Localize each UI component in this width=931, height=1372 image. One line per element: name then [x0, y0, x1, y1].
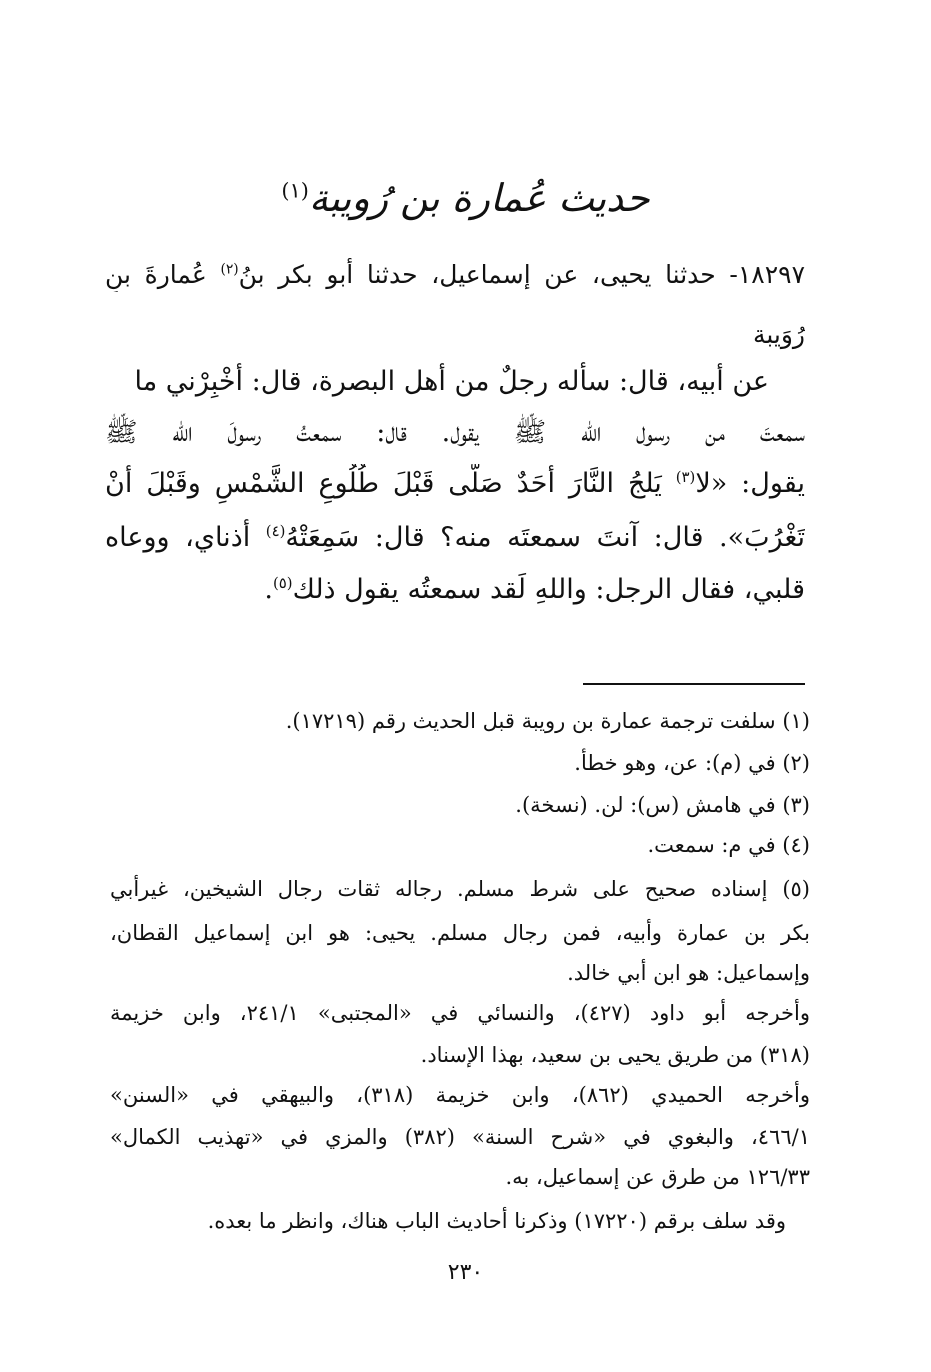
hadith-chain-line-2	[105, 318, 805, 352]
footnote-4	[110, 830, 810, 860]
hadith-text-line-4	[105, 518, 805, 558]
footnote-5-line-2	[110, 918, 810, 948]
footnote-text: وإسماعيل: هو ابن أبي خالد.	[567, 961, 810, 985]
footnote-separator	[583, 683, 805, 685]
hadith-text: يَلجُ النَّارَ أحَدٌ صَلَّى قَبْلَ طُلُوعِ الشَّمْسِ وقَبْلَ أنْ	[105, 468, 676, 499]
hadith-chain-name: عُمارةَ بنِ	[105, 260, 221, 289]
hadith-text: يقول: «لا	[695, 468, 805, 499]
footnote-text: وأخرجه الحميدي (٨٦٢)، وابن خزيمة (٣١٨)، والبيهقي في «السنن»	[110, 1083, 810, 1107]
footnote-marker: (٥)	[273, 574, 293, 592]
hadith-text: أذناي، ووعاه	[105, 522, 266, 553]
footnote-3	[110, 790, 810, 820]
footnote-5-line-4	[110, 998, 810, 1028]
hadith-text-line-3	[105, 464, 805, 504]
hadith-text: عن أبيه، قال: سأله رجلٌ من أهل البصرة، قال: أَخْبِرْني ما	[134, 366, 769, 397]
footnote-text: وأخرجه أبو داود (٤٢٧)، والنسائي في «المجتبى» ٢٤١/١، وابن خزيمة	[110, 1001, 810, 1025]
footnote-5-line-6	[110, 1080, 810, 1110]
footnote-text: ٤٦٦/١، والبغوي في «شرح السنة» (٣٨٢) والمزي في «تهذيب الكمال»	[110, 1125, 810, 1149]
footnote-marker: (٤)	[265, 522, 286, 540]
footnote-text: بكر بن عمارة وأبيه، فمن رجال مسلم. يحيى: هو ابن إسماعيل القطان،	[110, 921, 810, 945]
hadith-chain-text: رُوَيبة	[752, 320, 805, 349]
footnote-text: (٤) في م: سمعت.	[647, 833, 810, 857]
footnote-5-line-3	[110, 958, 810, 988]
footnote-5-line-5	[110, 1040, 810, 1070]
footnote-5-line-7	[110, 1122, 810, 1152]
hadith-text-line-5	[105, 570, 805, 610]
hadith-text-line-2	[105, 413, 805, 453]
footnote-5-line-8	[110, 1162, 810, 1192]
footnote-text: وقد سلف برقم (١٧٢٢٠) وذكرنا أحاديث الباب هناك، وانظر ما بعده.	[207, 1209, 786, 1233]
footnote-text: (١) سلفت ترجمة عمارة بن رويبة قبل الحديث رقم (١٧٢١٩).	[285, 709, 810, 733]
footnote-text: ١٢٦/٣٣ من طرق عن إسماعيل، به.	[505, 1165, 810, 1189]
hadith-text-line-1	[105, 362, 805, 402]
hadith-chain-line	[105, 258, 805, 292]
hadith-text: قلبي، فقال الرجل: واللهِ لَقد سمعتُه يقول ذلك	[292, 574, 805, 605]
page-number: ٢٣٠	[447, 1260, 484, 1285]
footnote-marker: (١)	[281, 178, 309, 203]
hadith-text: سمعتَ من رسول الله ﷺ يقول. قال: سمعتُ رسولَ الله ﷺ	[105, 417, 805, 448]
footnote-1	[110, 706, 810, 736]
chapter-title	[0, 168, 931, 228]
chapter-title-text: حديث عُمارة بن رُويبة	[308, 176, 650, 220]
footnote-text: (٣١٨) من طريق يحيى بن سعيد، بهذا الإسناد.	[420, 1043, 810, 1067]
hadith-chain-text: ١٨٢٩٧- حدثنا يحيى، عن إسماعيل، حدثنا أبو بكر بنُ	[238, 260, 805, 289]
footnote-text: (٣) في هامش (س): لن. (نسخة).	[515, 793, 810, 817]
footnote-marker: (٣)	[675, 468, 696, 486]
hadith-text: تَغْرُبَ». قال: آنتَ سمعتَه منه؟ قال: سَمِعَتْهُ	[285, 522, 805, 553]
footnote-marker: (٢)	[220, 261, 239, 278]
footnote-2	[110, 748, 810, 778]
hadith-text: .	[264, 574, 273, 605]
footnote-5-line-9	[110, 1206, 810, 1236]
footnote-text: (٥) إسناده صحيح على شرط مسلم. رجاله ثقات رجال الشيخين، غيرأبي	[110, 877, 810, 901]
footnote-5-line-1	[110, 874, 810, 904]
footnote-text: (٢) في (م): عن، وهو خطأ.	[574, 751, 810, 775]
